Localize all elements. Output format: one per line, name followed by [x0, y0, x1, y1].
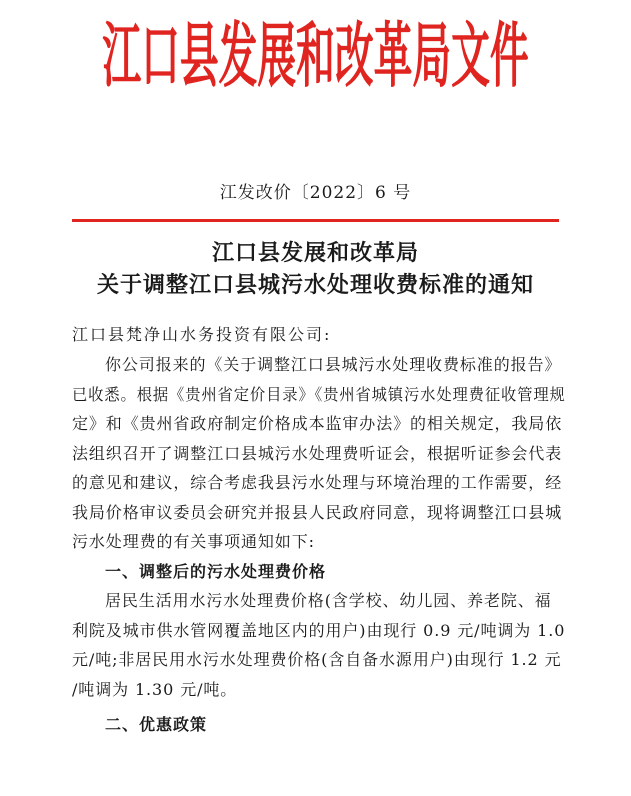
red-divider	[72, 219, 559, 222]
document-number: 江发改价〔2022〕6 号	[219, 183, 412, 203]
paragraph-line: /吨调为 1.30 元/吨。	[72, 680, 238, 699]
paragraph-line: 利院及城市供水管网覆盖地区内的用户)由现行 0.9 元/吨调为 1.0	[72, 621, 566, 640]
paragraph-line: 你公司报来的《关于调整江口县城污水处理收费标准的报告》	[105, 355, 562, 374]
paragraph-line: 我局价格审议委员会研究并报县人民政府同意，现将调整江口县城	[72, 503, 563, 522]
section-heading: 二、优惠政策	[105, 715, 208, 734]
paragraph-line: 定》和《贵州省政府制定价格成本监审办法》的相关规定，我局依	[72, 414, 563, 433]
paragraph-line: 的意见和建议，综合考虑我县污水处理与环境治理的工作需要，经	[72, 473, 563, 492]
paragraph-line: 元/吨;非居民用水污水处理费价格(含自备水源用户)由现行 1.2 元	[72, 650, 562, 669]
section-heading: 一、调整后的污水处理费价格	[105, 562, 327, 581]
addressee: 江口县梵净山水务投资有限公司:	[72, 325, 332, 344]
paragraph-line: 法组织召开了调整江口县城污水处理费听证会，根据听证参会代表	[72, 444, 563, 463]
paragraph-line: 污水处理费的有关事项通知如下:	[72, 532, 315, 551]
agency-banner: 江口县发展和改革局文件	[102, 16, 529, 98]
title-line-2: 关于调整江口县城污水处理收费标准的通知	[96, 273, 534, 298]
paragraph-line: 已收悉。根据《贵州省定价目录》《贵州省城镇污水处理费征收管理规	[72, 385, 566, 404]
title-line-1: 江口县发展和改革局	[211, 241, 419, 266]
paragraph-line: 居民生活用水污水处理费价格(含学校、幼儿园、养老院、福	[105, 591, 552, 610]
